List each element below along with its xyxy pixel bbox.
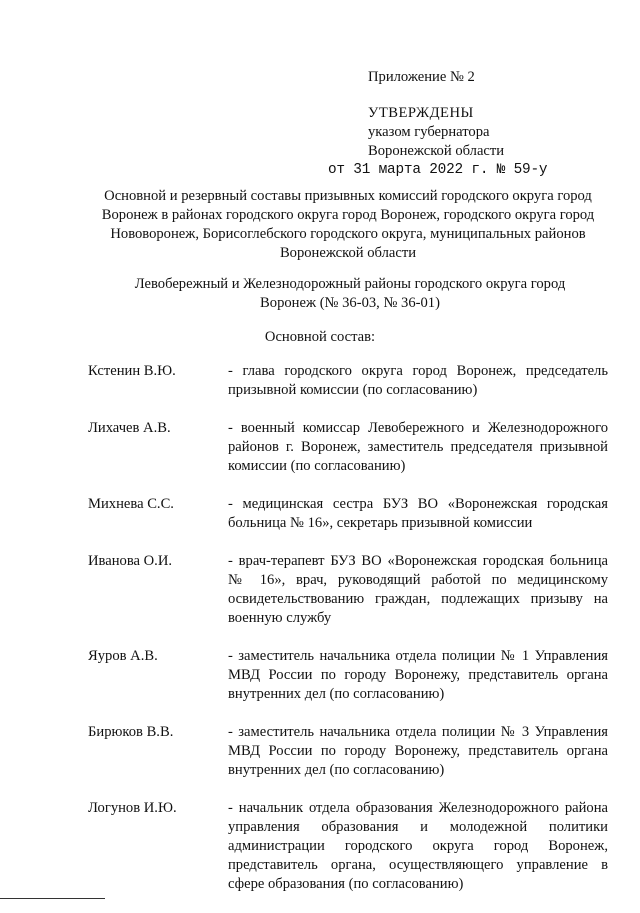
member-name: Лихачев А.В. xyxy=(88,420,171,436)
section-heading: Основной состав: xyxy=(264,329,376,345)
member-row xyxy=(88,799,608,894)
member-name: Кстенин В.Ю. xyxy=(88,363,176,379)
member-name: Иванова О.И. xyxy=(88,553,173,569)
approved-region-line: Воронежской области xyxy=(368,143,505,159)
district-subtitle: Левобережный и Железнодорожный районы городского округа город Воронеж (№ 36-03, № 36-01) xyxy=(134,276,566,311)
member-row xyxy=(88,419,608,476)
members-list xyxy=(88,362,608,913)
member-role: - заместитель начальника отдела полиции № 3 Управления МВД России по городу Воронежу, представитель органа внутренних дел (по согласованию) xyxy=(228,724,608,778)
member-role: - начальник отдела образования Железнодорожного района управления образования и молодежной политики администрации городского округа город Воронеж, представитель органа, осуществляющего управление в сфере образования (по согласованию) xyxy=(228,800,608,892)
member-row xyxy=(88,723,608,780)
member-row xyxy=(88,552,608,628)
member-role: - медицинская сестра БУЗ ВО «Воронежская городская больница № 16», секретарь призывной комиссии xyxy=(228,496,608,531)
member-name: Михнева С.С. xyxy=(88,496,174,512)
member-row xyxy=(88,495,608,533)
member-role: - военный комиссар Левобережного и Железнодорожного районов г. Воронеж, заместитель председателя призывной комиссии (по согласованию) xyxy=(228,420,608,474)
document-title: Основной и резервный составы призывных комиссий городского округа город Воронеж в районах городского округа город Воронеж, городского округа город Нововоронеж, Борисоглебского городского округа, муниципальных районов Воронежской области xyxy=(101,188,595,261)
member-name: Логунов И.Ю. xyxy=(88,800,177,816)
approved-by-line: указом губернатора xyxy=(368,124,490,140)
annex-number: Приложение № 2 xyxy=(368,69,475,85)
member-role: - глава городского округа город Воронеж, председатель призывной комиссии (по согласованию) xyxy=(228,363,608,398)
member-role: - врач-терапевт БУЗ ВО «Воронежская городская больница № 16», врач, руководящий работой по медицинскому освидетельствованию граждан, подлежащих призыву на военную службу xyxy=(228,553,608,626)
decree-date-line: от 31 марта 2022 г. № 59-у xyxy=(328,162,548,178)
member-row xyxy=(88,362,608,400)
member-role: - заместитель начальника отдела полиции № 1 Управления МВД России по городу Воронежу, представитель органа внутренних дел (по согласованию) xyxy=(228,648,608,702)
approved-heading: УТВЕРЖДЕНЫ xyxy=(368,105,474,121)
member-name: Бирюков В.В. xyxy=(88,724,174,740)
footnote-divider xyxy=(0,898,105,899)
approval-block xyxy=(328,68,618,180)
member-row xyxy=(88,647,608,704)
member-name: Яуров А.В. xyxy=(88,648,158,664)
